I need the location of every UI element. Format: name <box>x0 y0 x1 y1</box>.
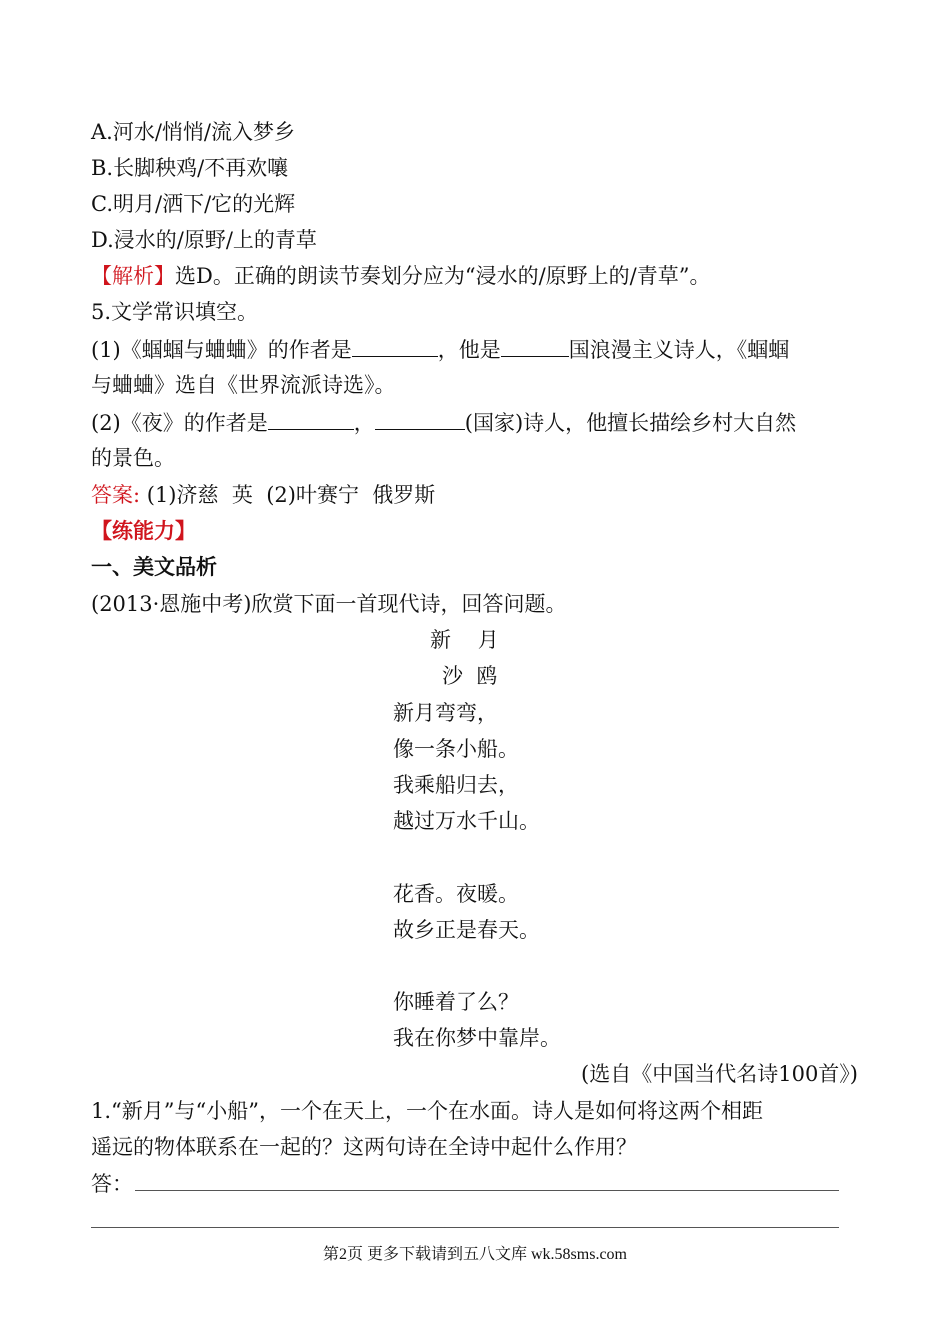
poem-line: 新月弯弯， <box>393 701 498 725</box>
q5-p1-text-c: 国浪漫主义诗人，《蝈蝈 <box>568 338 790 362</box>
option-b: B.长脚秧鸡/不再欢嚷 <box>91 156 289 180</box>
question-1-line2: 遥远的物体联系在一起的？这两句诗在全诗中起什么作用？ <box>91 1135 637 1159</box>
country-blank-1[interactable] <box>501 334 569 357</box>
poem-line: 故乡正是春天。 <box>393 918 540 942</box>
analysis-label: 【解析】 <box>91 264 175 288</box>
poem-intro: (2013·恩施中考)欣赏下面一首现代诗，回答问题。 <box>91 592 567 616</box>
q5-p2-text-b: ， <box>353 411 375 435</box>
poem-title: 新 月 <box>430 628 499 652</box>
answer-text: (1)济慈 英 (2)叶赛宁 俄罗斯 <box>140 483 436 507</box>
section-skill-heading: 【练能力】 <box>91 519 196 543</box>
analysis-text: 选D。正确的朗读节奏划分应为“浸水的/原野上的/青草”。 <box>175 264 711 288</box>
poem-line: 我在你梦中靠岸。 <box>393 1026 561 1050</box>
poem-line: 像一条小船。 <box>393 737 519 761</box>
answer-rule-1[interactable] <box>135 1190 839 1191</box>
country-blank-2[interactable] <box>375 407 465 430</box>
q5-p1-text-a: (1)《蝈蝈与蛐蛐》的作者是 <box>91 338 352 362</box>
question-5-part2-line1 <box>91 407 796 438</box>
answer-line <box>91 480 435 510</box>
poem-source: (选自《中国当代名诗100首》) <box>581 1062 858 1086</box>
q5-p2-text-a: (2)《夜》的作者是 <box>91 411 268 435</box>
option-c: C.明月/洒下/它的光辉 <box>91 192 296 216</box>
q5-p1-text-b: ，他是 <box>437 338 501 362</box>
question-5-part1-line1 <box>91 334 789 365</box>
answer-rule-2[interactable] <box>91 1227 839 1228</box>
poem-line: 越过万水千山。 <box>393 809 540 833</box>
answer-prompt: 答： <box>91 1172 133 1196</box>
author-blank-1[interactable] <box>352 334 438 357</box>
question-5-title: 5.文学常识填空。 <box>91 300 259 324</box>
page-footer: 第2页 更多下载请到五八文库 wk.58sms.com <box>322 1246 627 1263</box>
poem-line: 花香。夜暖。 <box>393 882 519 906</box>
section-one-heading: 一、美文品析 <box>91 555 217 579</box>
option-d: D.浸水的/原野/上的青草 <box>91 228 317 252</box>
question-1-line1: 1.“新月”与“小船”，一个在天上，一个在水面。诗人是如何将这两个相距 <box>91 1099 763 1123</box>
question-5-part2-line2: 的景色。 <box>91 446 175 470</box>
poem-author: 沙 鸥 <box>442 664 498 688</box>
poem-line: 我乘船归去， <box>393 773 519 797</box>
answer-label: 答案: <box>91 483 141 507</box>
poem-line: 你睡着了么？ <box>393 990 519 1014</box>
analysis-line <box>91 261 710 291</box>
option-a: A.河水/悄悄/流入梦乡 <box>91 120 295 144</box>
question-5-part1-line2: 与蛐蛐》选自《世界流派诗选》。 <box>91 373 396 397</box>
author-blank-2[interactable] <box>268 407 354 430</box>
q5-p2-text-c: (国家)诗人，他擅长描绘乡村大自然 <box>464 411 797 435</box>
